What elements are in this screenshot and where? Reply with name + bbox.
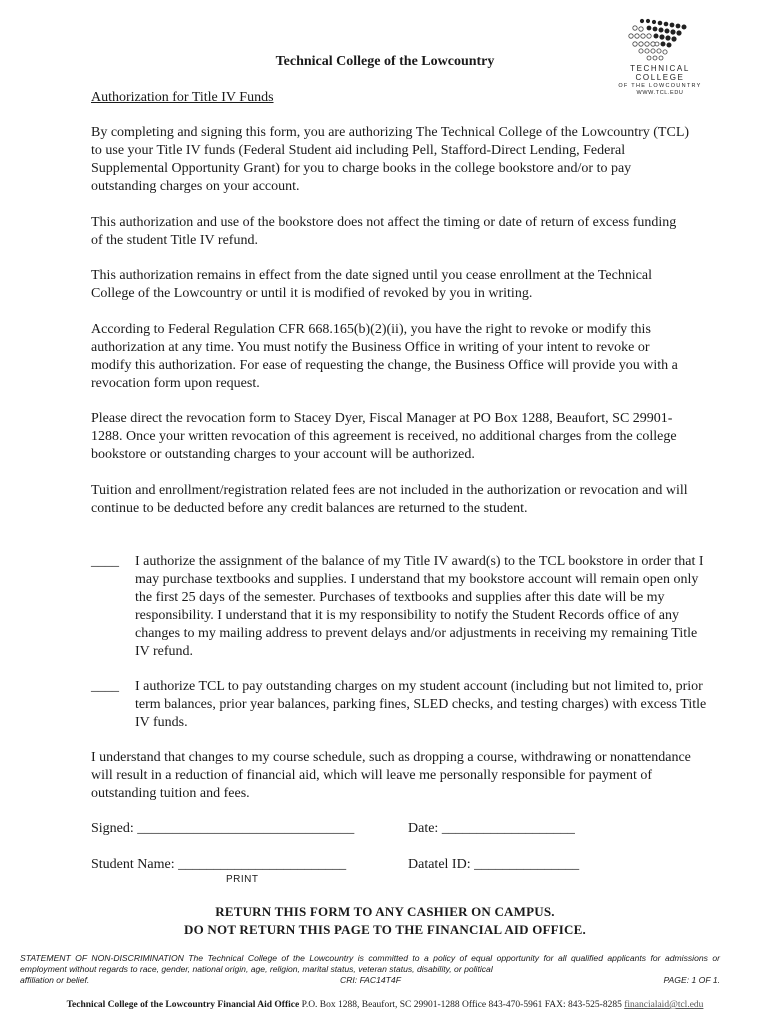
return-form-notice: RETURN THIS FORM TO ANY CASHIER ON CAMPUS. [215,904,555,919]
non-discrimination-statement: STATEMENT OF NON-DISCRIMINATION The Technical College of the Lowcountry is committed to a policy of equal opportunity for all qualified applicants for admissions or employment without regards to race, gender, national origin, age, religion, marital status, veteran status, disability, or political [20,953,720,974]
bookstore-authorization [91,553,711,660]
bookstore-authorization-text: I authorize the assignment of the balance of my Title IV award(s) to the TCL bookstore in order that I may purchase textbooks and supplies. I understand that my bookstore account will remain open only the first 25 days of the semester. Purchases of textbooks and supplies after this date will be my responsibility. I understand that it is my responsibility to notify the Student Records office of any changes to my mailing address to prevent delays and/or adjustments in receiving my remaining Title IV refund. [135,554,704,659]
charges-authorization [91,678,711,732]
footer [0,1000,770,1010]
logo-subtitle: OF THE LOWCOUNTRY [618,83,702,89]
page-title: Technical College of the Lowcountry [275,54,495,69]
signed-field[interactable]: Signed: _______________________________ [91,821,355,836]
print-label: PRINT [226,874,259,885]
effective-period-paragraph: This authorization remains in effect from the date signed until you cease enrollment at the Technical College of the Lowcountry or until it is modified of revoked by you in writing. [91,268,653,301]
statement-ending: affiliation or belief. [20,975,90,985]
closing-paragraph: I understand that changes to my course schedule, such as dropping a course, withdrawing or nonattendance will result in a reduction of financial aid, which will leave me personally responsible for payment of outstanding tuition and fees. [91,750,691,801]
student-name-field[interactable]: Student Name: ________________________ [91,857,347,872]
logo-url: WWW.TCL.EDU [636,90,684,96]
do-not-return-notice: DO NOT RETURN THIS PAGE TO THE FINANCIAL AID OFFICE. [184,922,586,937]
intro-paragraph: By completing and signing this form, you are authorizing The Technical College of the Lowcountry (TCL) to use your Title IV funds (Federal Student aid including Pell, Stafford-Direct Lending, Federal Supplemental Opportunity Grant) for you to charge books in the college bookstore and/or to pay outstanding charges on your account. [91,125,690,194]
tuition-fees-paragraph: Tuition and enrollment/registration related fees are not included in the authorization or revocation and will continue to be deducted before any credit balances are returned to the student. [91,483,688,516]
charges-authorization-text: I authorize TCL to pay outstanding charges on my student account (including but not limited to, prior term balances, prior year balances, parking fines, SLED checks, and testing charges) with excess Title IV funds. [135,679,707,730]
datatel-id-field[interactable]: Datatel ID: _______________ [408,857,580,872]
form-subtitle: Authorization for Title IV Funds [91,90,274,105]
statement-last-line [20,975,720,985]
refund-timing-paragraph: This authorization and use of the bookstore does not affect the timing or date of return of excess funding of the student Title IV refund. [91,215,677,248]
footer-email-link[interactable]: financialaid@tcl.edu [624,1000,704,1010]
bookstore-initial-blank[interactable]: ____ [91,554,119,569]
footer-address: P.O. Box 1288, Beaufort, SC 29901-1288 Office 843-470-5961 FAX: 843-525-8285 [299,1000,625,1010]
logo-name: TECHNICAL COLLEGE [630,64,690,82]
revocation-rights-paragraph: According to Federal Regulation CFR 668.165(b)(2)(ii), you have the right to revoke or modify this authorization at any time. You must notify the Business Office in writing of your intent to revoke or modify this authorization. For ease of requesting the change, the Business Office will provide you with a revocation form upon request. [91,322,678,391]
page-number: PAGE: 1 OF 1. [663,975,720,985]
date-field[interactable]: Date: ___________________ [408,821,575,836]
revocation-address-paragraph: Please direct the revocation form to Stacey Dyer, Fiscal Manager at PO Box 1288, Beaufort, SC 29901-1288. Once your written revocation of this agreement is received, no additional charges from the college bookstore or outstanding charges to your account will be authorized. [91,411,677,462]
footer-office: Technical College of the Lowcountry Financial Aid Office [66,1000,300,1010]
charges-initial-blank[interactable]: ____ [91,679,119,694]
cri-code: CRI: FAC14T4F [340,975,401,985]
